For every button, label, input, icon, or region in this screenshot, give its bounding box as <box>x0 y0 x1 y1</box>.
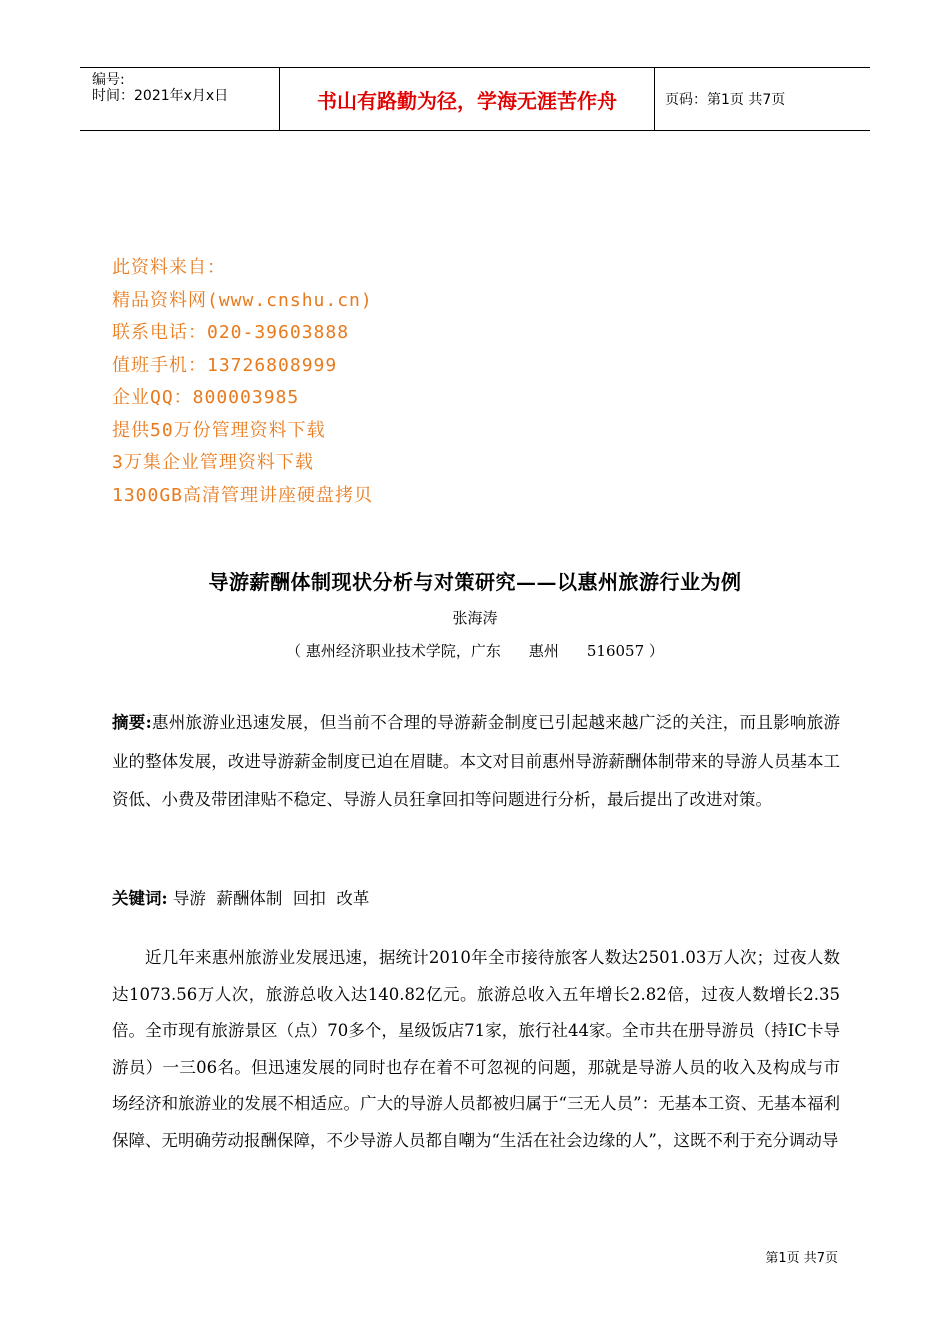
ad-line: 值班手机：13726808999 <box>112 354 338 376</box>
ad-line: 此资料来自： <box>112 257 226 278</box>
affiliation-zip: 516057 ） <box>586 642 664 660</box>
affiliation-city: 惠州 <box>528 642 559 660</box>
keywords <box>112 883 840 915</box>
affiliation-org: （ 惠州经济职业技术学院，广东 <box>286 642 501 660</box>
ad-line: 1300GB高清管理讲座硬盘拷贝 <box>112 484 374 506</box>
ad-line: 联系电话：020-39603888 <box>112 322 350 343</box>
keywords-label: 关键词: <box>112 889 168 908</box>
body-paragraph: 近几年来惠州旅游业发展迅速，据统计2010年全市接待旅客人数达2501.03万人次；过夜人数达1073.56万人次，旅游总收入达140.82亿元。旅游总收入五年增长2.82倍，过夜人数增长2.35倍。全市现有旅游景区（点）70多个，星级饭店71家，旅行社44家。全市共在册导游员（持IC卡导游员）一三06名。但迅速发展的同时也存在着不可忽视的问题，那就是导游人员的收入及构成与市场经济和旅游业的发展不相适应。广大的导游人员都被归属于“三无人员”：无基本工资、无基本福利保障、无明确劳动报酬保障，不少导游人员都自嘲为“生活在社会边缘的人”，这既不利于充分调动导 <box>112 948 840 1150</box>
ad-line: 精品资料网(www.cnshu.cn) <box>112 289 373 311</box>
abstract-label: 摘要: <box>112 713 152 732</box>
header-page-info: 页码：第1页 共7页 <box>665 92 786 108</box>
serial-number-label: 编号: <box>92 72 125 88</box>
ad-line: 企业QQ：800003985 <box>112 387 300 408</box>
ad-line: 提供50万份管理资料下载 <box>112 419 326 441</box>
ad-line: 3万集企业管理资料下载 <box>112 452 314 473</box>
document-header <box>80 67 870 131</box>
keywords-text: 导游 薪酬体制 回扣 改革 <box>172 889 370 908</box>
article-title: 导游薪酬体制现状分析与对策研究——以惠州旅游行业为例 <box>208 570 742 594</box>
abstract <box>112 704 840 820</box>
abstract-text: 惠州旅游业迅速发展，但当前不合理的导游薪金制度已引起越来越广泛的关注，而且影响旅游业的整体发展，改进导游薪金制度已迫在眉睫。本文对目前惠州导游薪酬体制带来的导游人员基本工资低、小费及带团津贴不稳定、导游人员狂拿回扣等问题进行分析，最后提出了改进对策。 <box>112 713 841 809</box>
article-author: 张海涛 <box>452 609 498 627</box>
header-motto: 书山有路勤为径，学海无涯苦作舟 <box>280 68 655 130</box>
ad-block <box>112 252 373 512</box>
article-affiliation <box>0 640 950 661</box>
date-label: 时间：2021年x月x日 <box>92 88 229 104</box>
header-meta-cell <box>80 68 280 130</box>
footer-page-info: 第1页 共7页 <box>765 1251 838 1266</box>
